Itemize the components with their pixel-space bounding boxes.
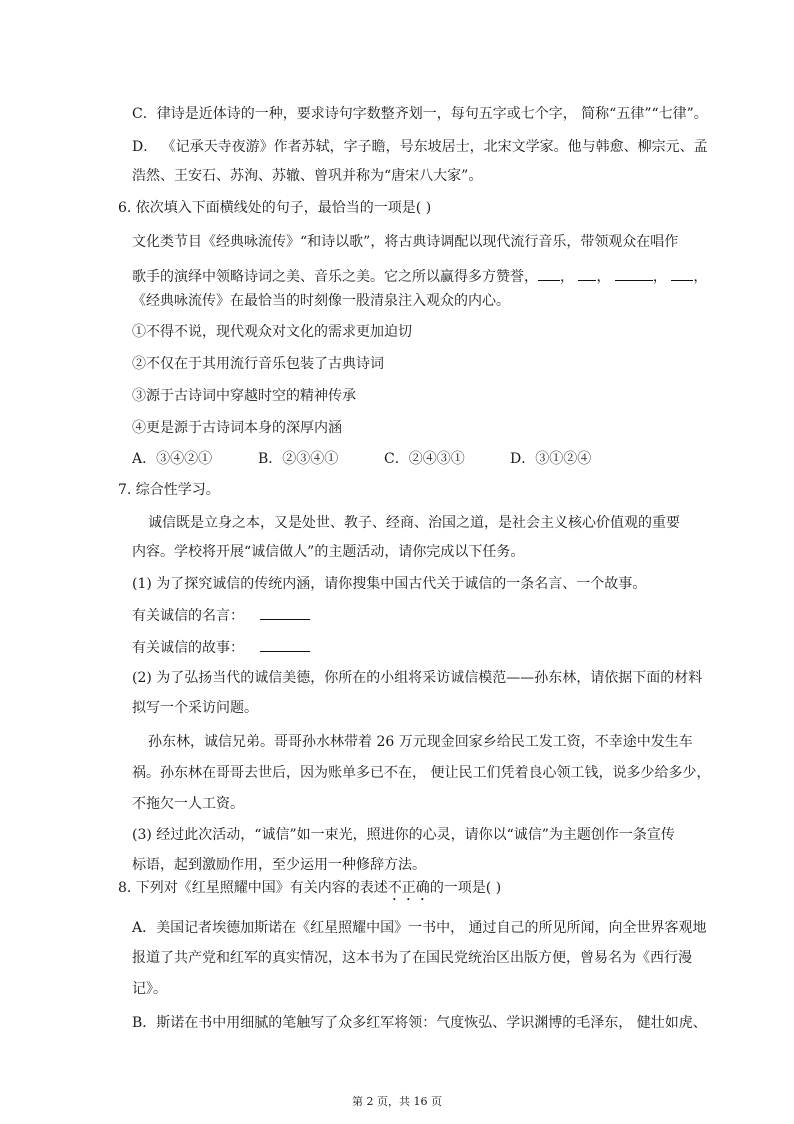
q6-passage-line1: 文化类节目《经典咏流传》“和诗以歌”，将古典诗调配以现代流行音乐，带领观众在唱作 [132,234,679,250]
q5-option-c: C．律诗是近体诗的一种，要求诗句字数整齐划一，每句五字或七个字， 简称“五律”“七律”。 [132,106,708,122]
q7-task-1: (1) 为了探究诚信的传统内涵，请你搜集中国古代关于诚信的一条名言、一个故事。 [132,576,647,592]
q5-option-d-line1: D． 《记承天寺夜游》作者苏轼，字子瞻，号东坡居士，北宋文学家。他与韩愈、柳宗元、孟 [132,139,708,155]
q7-motto-label: 有关诚信的名言： [132,608,244,624]
q7-task-3-line1: (3) 经过此次活动，“诚信”如一束光，照进你的心灵，请你以“诚信”为主题创作一条宣传 [132,827,675,843]
q7-motto-line [132,605,310,626]
q7-stem: 7. 综合性学习。 [118,482,220,498]
q8-option-a-line1: A．美国记者埃德加斯诺在《红星照耀中国》一书中， 通过自己的所见所闻，向全世界客观地 [132,920,707,936]
q6-sentence-2: ②不仅在于其用流行音乐包装了古典诗词 [132,356,384,372]
q7-task-2-line2: 拟写一个采访问题。 [132,700,258,716]
q7-story-line [132,637,310,658]
answer-blank [260,605,310,620]
q6-sentence-3: ③源于古诗词中穿越时空的精神传承 [132,388,356,404]
q7-material-line2: 祸。孙东林在哥哥去世后，因为账单多已不在， 便让民工们凭着良心领工钱，说多少给多少， [132,765,711,781]
q6-option-c: C．②④③① [384,451,465,467]
q6-option-a: A．③④②① [132,451,213,467]
answer-blank [538,266,560,281]
q7-task-3-line2: 标语，起到激励作用，至少运用一种修辞方法。 [132,857,426,873]
q8-stem [118,878,501,904]
q8-option-a-line2: 报道了共产党和红军的真实情况，这本书为了在国民党统治区出版方便，曾易名为《西行漫 [132,950,692,966]
answer-blank [671,266,693,281]
q8-option-a-line3: 记》。 [132,981,167,997]
q7-intro-line2: 内容。学校将开展“诚信做人”的主题活动，请你完成以下任务。 [132,544,525,560]
q7-story-label: 有关诚信的故事： [132,640,244,656]
q7-intro-line1: 诚信既是立身之本，又是处世、教子、经商、治国之道，是社会主义核心价值观的重要 [148,515,680,531]
q6-stem: 6. 依次填入下面横线处的句子，最恰当的一项是( ) [118,200,432,216]
q6-passage-line3: 《经典咏流传》在最恰当的时刻像一股清泉注入观众的内心。 [132,293,510,309]
q6-passage-line2: 歌手的演绎中领略诗词之美、音乐之美。它之所以赢得多方赞誉， ， ， ， ， [132,266,707,287]
q8-option-b-line1: B．斯诺在书中用细腻的笔触写了众多红军将领：气度恢弘、学识渊博的毛泽东， 健壮如虎、 [132,1015,707,1031]
answer-blank [578,266,596,281]
answer-blank [260,637,310,652]
q6-option-b: B．②③④① [258,451,339,467]
q8-stem-end: 的一项是( ) [429,880,502,896]
q7-material-line3: 不拖欠一人工资。 [132,796,244,812]
page-footer: 第 2 页，共 16 页 [352,1095,442,1108]
q7-task-2-line1: (2) 为了弘扬当代的诚信美德，你所在的小组将采访诚信模范——孙东林，请依据下面的材料 [132,670,703,686]
q6-sentence-1: ①不得不说，现代观众对文化的需求更加迫切 [132,324,412,340]
q5-option-d-line2: 浩然、王安石、苏洵、苏辙、曾巩并称为“唐宋八大家”。 [132,168,483,184]
q8-stem-text: 8. 下列对《红星照耀中国》有关内容的表述 [118,880,388,896]
answer-blank [615,266,653,281]
q7-material-line1: 孙东林，诚信兄弟。哥哥孙水林带着 26 万元现金回家乡给民工发工资，不幸途中发生车 [148,734,693,750]
q6-passage-text: 歌手的演绎中领略诗词之美、音乐之美。它之所以赢得多方赞誉， [132,269,538,285]
q8-stem-emphasis: 不正确 [387,880,430,896]
q6-sentence-4: ④更是源于古诗词本身的深厚内涵 [132,420,342,436]
q6-option-d: D．③①②④ [510,451,592,467]
